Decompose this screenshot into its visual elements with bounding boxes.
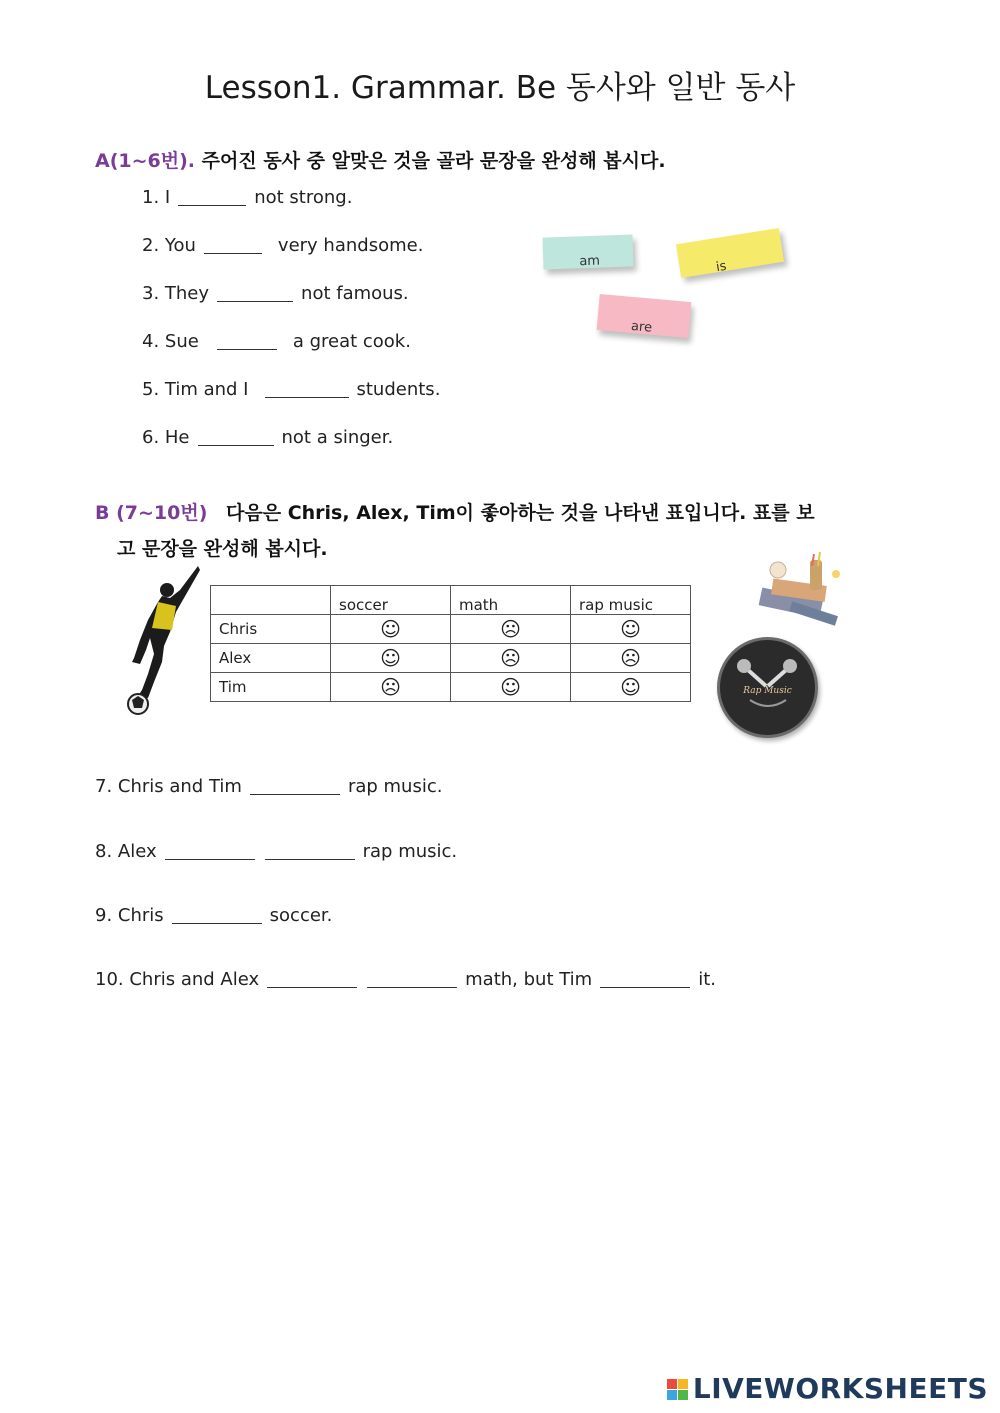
table-row (211, 644, 691, 673)
face-icon: ☹ (451, 615, 571, 644)
answer-blank-4[interactable] (217, 331, 277, 350)
sticky-note-are[interactable] (597, 294, 692, 338)
section-b-instruction-2: 고 문장을 완성해 봅시다. (117, 538, 328, 560)
section-b-label: B (7~10번) (95, 502, 208, 524)
question-1-prefix: 1. I (142, 187, 171, 208)
table-row (211, 673, 691, 702)
section-b-instruction-1: 다음은 Chris, Alex, Tim이 좋아하는 것을 나타낸 표입니다. 표를 보 (226, 502, 815, 524)
table-header-cell: math (451, 586, 571, 615)
question-8-suffix: rap music. (362, 841, 458, 862)
row-name: Chris (211, 615, 331, 644)
question-3 (142, 283, 409, 304)
question-3-prefix: 3. They (142, 283, 210, 304)
math-supplies-illustration (752, 552, 848, 632)
question-9-suffix: soccer. (269, 905, 333, 926)
sticky-note-am[interactable] (542, 234, 633, 269)
question-2-suffix: very handsome. (277, 235, 424, 256)
face-icon: ☺ (331, 644, 451, 673)
table-header-cell: soccer (331, 586, 451, 615)
question-9 (95, 905, 332, 926)
section-a-label: A(1~6번). (95, 150, 196, 172)
question-4-prefix: 4. Sue (142, 331, 199, 352)
logo-mark-icon (667, 1379, 689, 1401)
question-5-prefix: 5. Tim and I (142, 379, 249, 400)
answer-blank-10b[interactable] (367, 969, 457, 988)
question-8 (95, 841, 457, 862)
question-7 (95, 776, 442, 797)
soccer-player-illustration (118, 562, 204, 720)
liveworksheets-logo (667, 1372, 988, 1405)
sticky-note-am-label: am (579, 253, 601, 270)
question-6-prefix: 6. He (142, 427, 190, 448)
section-b-heading (95, 498, 905, 525)
question-10-middle: math, but Tim (465, 969, 593, 990)
question-7-suffix: rap music. (347, 776, 443, 797)
preference-table (210, 585, 691, 702)
question-2 (142, 235, 423, 256)
section-a-instruction: 주어진 동사 중 알맞은 것을 골라 문장을 완성해 봅시다. (201, 150, 666, 172)
face-icon: ☺ (451, 673, 571, 702)
answer-blank-8b[interactable] (265, 841, 355, 860)
sticky-note-are-label: are (630, 318, 653, 336)
question-6 (142, 427, 393, 448)
face-icon: ☺ (571, 673, 691, 702)
question-10-suffix: it. (698, 969, 716, 990)
answer-blank-3[interactable] (217, 283, 293, 302)
face-icon: ☹ (571, 644, 691, 673)
answer-blank-10c[interactable] (600, 969, 690, 988)
question-9-prefix: 9. Chris (95, 905, 164, 926)
answer-blank-8a[interactable] (165, 841, 255, 860)
rap-music-sticker (717, 637, 818, 738)
answer-blank-9[interactable] (172, 905, 262, 924)
sticky-note-is-label: is (714, 258, 728, 276)
logo-text: LIVEWORKSHEETS (692, 1372, 988, 1405)
face-icon: ☹ (331, 673, 451, 702)
answer-blank-10a[interactable] (267, 969, 357, 988)
question-8-prefix: 8. Alex (95, 841, 157, 862)
question-2-prefix: 2. You (142, 235, 196, 256)
question-4 (142, 331, 411, 352)
answer-blank-1[interactable] (178, 187, 246, 206)
table-header-cell: rap music (571, 586, 691, 615)
face-icon: ☺ (331, 615, 451, 644)
answer-blank-6[interactable] (198, 427, 274, 446)
row-name: Alex (211, 644, 331, 673)
answer-blank-5[interactable] (265, 379, 349, 398)
question-3-suffix: not famous. (301, 283, 409, 304)
question-7-prefix: 7. Chris and Tim (95, 776, 242, 797)
answer-blank-7[interactable] (250, 776, 340, 795)
sticky-note-is[interactable] (676, 228, 784, 278)
question-6-suffix: not a singer. (281, 427, 394, 448)
question-10 (95, 969, 716, 990)
table-row (211, 615, 691, 644)
answer-blank-2[interactable] (204, 235, 262, 254)
question-5 (142, 379, 440, 400)
question-10-prefix: 10. Chris and Alex (95, 969, 260, 990)
sticker-text: Rap Music (743, 686, 792, 696)
section-a-heading (95, 146, 666, 173)
question-1 (142, 187, 352, 208)
table-header-cell (211, 586, 331, 615)
question-4-suffix: a great cook. (292, 331, 411, 352)
face-icon: ☹ (451, 644, 571, 673)
row-name: Tim (211, 673, 331, 702)
table-header-row (211, 586, 691, 615)
page-title: Lesson1. Grammar. Be 동사와 일반 동사 (204, 70, 796, 106)
face-icon: ☺ (571, 615, 691, 644)
question-5-suffix: students. (356, 379, 441, 400)
question-1-suffix: not strong. (254, 187, 353, 208)
